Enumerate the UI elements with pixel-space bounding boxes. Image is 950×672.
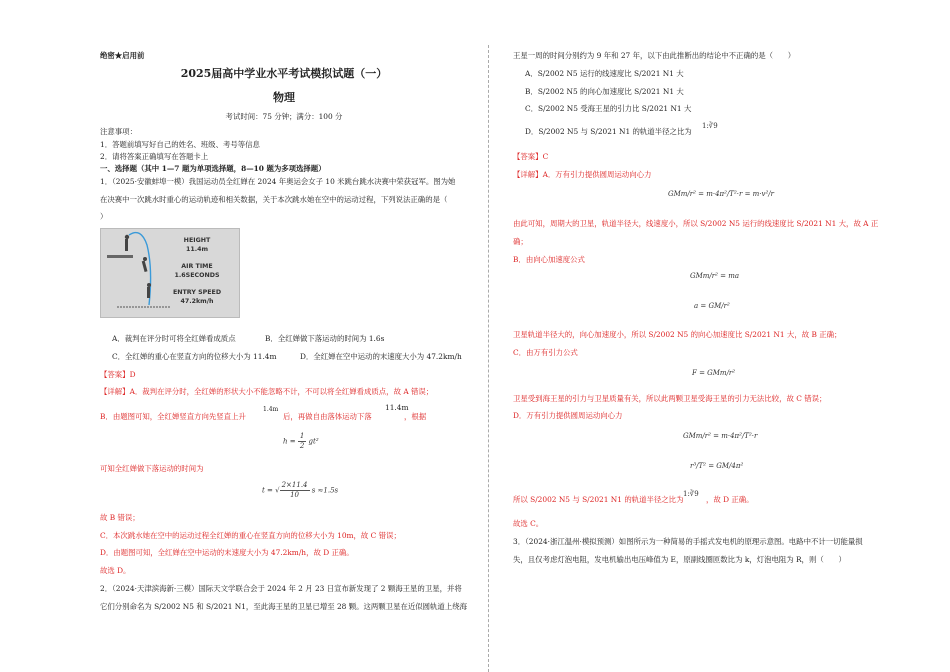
q2-detail-c-line2: 卫星受到海王星的引力与卫星质量有关，所以此两颗卫星受海王星的引力无法比较，故 C 错误； [513, 394, 827, 403]
eq2-rhs: s ≈1.5s [311, 486, 339, 495]
q1-stem-line3: ） [100, 212, 108, 221]
q1-detail-c: C．本次跳水她在空中的运动过程全红婵的重心在竖直方向的位移大小为 10m，故 C 错误； [100, 531, 401, 540]
eq1-lhs: h = [283, 437, 296, 446]
fig-speed-label: ENTRY SPEED [172, 289, 222, 296]
q2-equation-a: GMm/r² = m·4π²/T²·r = m·v²/r [668, 190, 774, 198]
section-heading: 一、选择题（其中 1—7 题为单项选择题，8—10 题为多项选择题） [100, 164, 326, 173]
eq2-fraction [280, 481, 310, 500]
dive-figure [100, 228, 240, 318]
q1-equation-h [283, 432, 319, 451]
note-2: 2．请将答案正确填写在答题卡上 [100, 152, 209, 161]
q1-sup-fall: 11.4m [385, 403, 409, 412]
q2-detail-b-line2: 卫星轨道半径大的，向心加速度小，所以 S/2002 N5 的向心加速度比 S/2021 N1 大，故 B 正确； [513, 330, 842, 339]
q2-detail-a: 【详解】A．万有引力提供圆周运动向心力 [513, 170, 652, 179]
q2-detail-d-line3: ，故 D 正确。 [706, 495, 754, 504]
q2-choose: 故选 C。 [513, 519, 544, 528]
exam-info: 考试时间：75 分钟；满分：100 分 [225, 112, 343, 121]
q2-detail-d-line2: 所以 S/2002 N5 与 S/2021 N1 的轨道半径之比为 [513, 495, 684, 504]
q2-answer: 【答案】C [513, 152, 549, 161]
q2-stem-line3: 王星一周的时间分别约为 9 年和 27 年，以下由此推断出的结论中不正确的是（ ） [513, 51, 796, 60]
q2-option-d-ratio: 1:∛9 [702, 122, 718, 130]
eq2-lhs: t = [262, 486, 273, 495]
q1-option-a: A．裁判在评分时可将全红婵看成质点 [112, 334, 236, 343]
q2-detail-d: D．万有引力提供圆周运动向心力 [513, 411, 623, 420]
q1-detail-b-part3: ，根据 [404, 412, 427, 421]
q2-detail-c: C．由万有引力公式 [513, 348, 578, 357]
notes-heading: 注意事项： [100, 127, 137, 136]
q2-option-a: A．S/2002 N5 运行的线速度比 S/2021 N1 大 [525, 69, 684, 78]
q2-detail-b: B．由向心加速度公式 [513, 255, 585, 264]
eq1-num: 1 [299, 432, 305, 440]
q1-detail-d: D．由题图可知，全红婵在空中运动的末速度大小为 47.2km/h，故 D 正确。 [100, 548, 354, 557]
q1-option-c: C．全红婵的重心在竖直方向的位移大小为 11.4m [112, 352, 277, 361]
q2-option-d: D．S/2002 N5 与 S/2021 N1 的轨道半径之比为 [525, 127, 692, 136]
fig-height-label: HEIGHT [183, 237, 211, 244]
q2-detail-a-line2: 由此可知，周期大的卫星，轨道半径大，线速度小，所以 S/2002 N5 运行的线速度比 S/2021 N1 大，故 A 正 [513, 219, 879, 228]
confidential-mark: 绝密★启用前 [100, 51, 145, 60]
fig-airtime-label: AIR TIME [181, 263, 213, 270]
q2-detail-a-line3: 确； [513, 237, 528, 246]
q1-detail-b-time: 可知全红婵做下落运动的时间为 [100, 464, 204, 473]
q2-option-c: C．S/2002 N5 受海王星的引力比 S/2021 N1 大 [525, 104, 692, 113]
fig-speed-value: 47.2km/h [180, 298, 214, 305]
q1-detail-b-end: 故 B 错误； [100, 513, 140, 522]
q1-detail-a: 【详解】A．裁判在评分时，全红婵的形状大小不能忽略不计，不可以将全红婵看成质点，故 A 错误； [100, 387, 434, 396]
eq2-num: 2×11.4 [281, 481, 308, 489]
q3-stem-line2: 失，且仅考虑灯泡电阻，发电机输出电压峰值为 E，原副线圈匝数比为 k，灯泡电阻为 R，则（ ） [513, 555, 846, 564]
column-divider [488, 45, 489, 672]
exam-subject: 物理 [273, 91, 295, 104]
q2-equation-d1: GMm/r² = m·4π²/T²·r [683, 432, 758, 440]
q2-stem-line1: 2．（2024·天津滨海新·三模）国际天文学联合会于 2024 年 2 月 23 日宣布新发现了 2 颗海王星的卫星，并将 [100, 584, 462, 593]
fig-height-value: 11.4m [185, 246, 209, 253]
eq1-fraction [298, 432, 306, 451]
q1-option-d: D．全红婵在空中运动的末速度大小为 47.2km/h [300, 352, 462, 361]
q2-equation-b1: GMm/r² = ma [690, 272, 740, 280]
q1-detail-b-part2: 后，再做自由落体运动下落 [283, 412, 372, 421]
q1-equation-t: t = √ $\frac{2\times 11.4}{10}$ s ≈1.5s [262, 481, 339, 499]
q2-stem-line2: 它们分别命名为 S/2002 N5 和 S/2021 N1，至此海王星的卫星已增至 28 颗。这两颗卫星在近似圆轨道上绕海 [100, 602, 467, 611]
eq1-rhs: gt² [308, 437, 319, 446]
q1-choose: 故选 D。 [100, 566, 131, 575]
q1-detail-b-part1: B．由题图可知，全红婵竖直方向先竖直上升 [100, 412, 246, 421]
eq2-den: 10 [290, 491, 299, 499]
q2-option-b: B．S/2002 N5 的向心加速度比 S/2021 N1 大 [525, 87, 684, 96]
q1-sup-rise: 1.4m [263, 406, 279, 413]
fig-airtime-value: 1.6SECONDS [174, 272, 220, 279]
q2-detail-d-ratio: 1:∛9 [683, 490, 699, 498]
q1-stem-line1: 1．（2025·安徽蚌埠一模）我国运动员全红婵在 2024 年奥运会女子 10 米跳台跳水决赛中荣获冠军。图为她 [100, 177, 456, 186]
q1-option-b: B．全红婵做下落运动的时间为 1.6s [265, 334, 385, 343]
q1-answer: 【答案】D [100, 370, 136, 379]
q3-stem-line1: 3．（2024·浙江温州·模拟预测）如图所示为一种简易的手摇式发电机的原理示意图。电路中不计一切能量损 [513, 537, 863, 546]
q2-equation-c: F = GMm/r² [692, 369, 736, 377]
eq1-den: 2 [299, 442, 305, 450]
exam-title: 2025届高中学业水平考试模拟试题（一） [180, 67, 388, 80]
q2-equation-b2: a = GM/r² [694, 302, 730, 310]
q2-equation-d2: r³/T² = GM/4π² [690, 462, 744, 470]
q1-stem-line2: 在决赛中一次跳水时重心的运动轨迹和相关数据，关于本次跳水她在空中的运动过程，下列说法正确的是（ [100, 195, 448, 204]
note-1: 1．答题前填写好自己的姓名、班级、考号等信息 [100, 140, 260, 149]
